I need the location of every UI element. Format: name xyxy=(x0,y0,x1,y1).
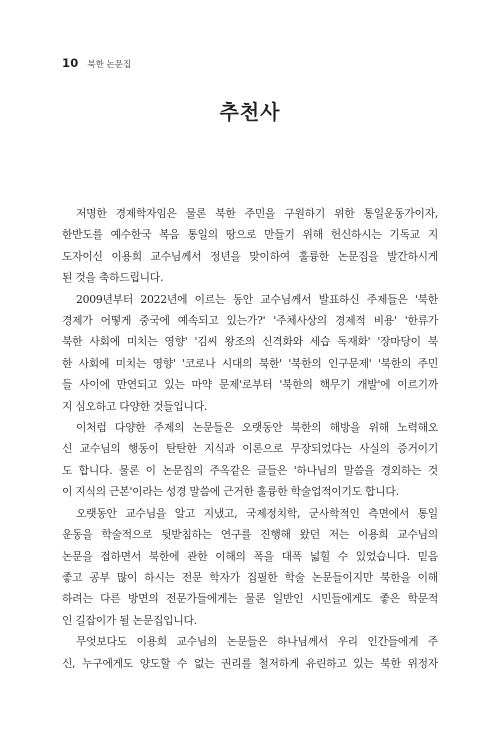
body-paragraph xyxy=(62,289,438,417)
text-line: 된 것을 축하드립니다. xyxy=(62,271,164,285)
running-head xyxy=(62,56,131,70)
text-line: 지 심오하고 다양한 것들입니다. xyxy=(62,399,208,413)
text-line: 논문을 접하면서 북한에 관한 이해의 폭을 대폭 넓힐 수 있었습니다. 믿음 xyxy=(62,549,438,563)
text-line: 도 합니다. 물론 이 논문집의 주옥같은 글들은 '하나님의 말씀을 경외하는 것 xyxy=(62,463,438,477)
text-line: 좋고 공부 많이 하시는 전문 학자가 집필한 학술 논문들이지만 북한을 이해 xyxy=(62,570,438,584)
text-line: 북한 사회에 미치는 영향' '김씨 왕조의 신격화와 세습 독재화' '장마당이 북 xyxy=(62,335,438,349)
book-title: 북한 논문집 xyxy=(87,60,132,70)
text-line: 신, 누구에게도 양도할 수 없는 권리를 철저하게 유린하고 있는 북한 위정자 xyxy=(62,656,438,670)
body-text xyxy=(62,203,438,674)
text-line: 2009년부터 2022년에 이르는 동안 교수님께서 발표하신 주제들은 '북한 xyxy=(76,292,438,306)
text-line: 한반도를 예수한국 복음 통일의 땅으로 만들기 위해 헌신하시는 기독교 지 xyxy=(62,228,438,242)
text-line: 이처럼 다양한 주제의 논문들은 오랫동안 북한의 해방을 위해 노력해오 xyxy=(76,421,438,435)
text-line: 한 사회에 미치는 영향' '코로나 시대의 북한' '북한의 인구문제' '북한의 주민 xyxy=(62,356,438,370)
page-number: 10 xyxy=(62,56,79,70)
body-paragraph xyxy=(62,203,438,289)
text-line: 인 길잡이가 될 논문집입니다. xyxy=(62,613,197,627)
text-line: 경제가 어떻게 중국에 예속되고 있는가?' '주체사상의 경제적 비용' '한류가 xyxy=(62,314,438,328)
text-line: 들 사이에 만연되고 있는 마약 문제'로부터 '북한의 핵무기 개발'에 이르기까 xyxy=(62,378,438,392)
text-line: 도자이신 이용희 교수님께서 정년을 맞이하여 훌륭한 논문집을 발간하시게 xyxy=(62,249,438,263)
text-line: 운동을 학술적으로 뒷받침하는 연구를 진행해 왔던 저는 이용희 교수님의 xyxy=(62,528,438,542)
text-line: 신 교수님의 행동이 탄탄한 지식과 이론으로 무장되었다는 사실의 증거이기 xyxy=(62,442,438,456)
text-line: 무엇보다도 이용희 교수님의 논문들은 하나님께서 우리 인간들에게 주 xyxy=(76,635,438,649)
text-line: 저명한 경제학자임은 물론 북한 주민을 구원하기 위한 통일운동가이자, xyxy=(76,207,438,220)
body-paragraph xyxy=(62,417,438,503)
body-paragraph xyxy=(62,631,438,674)
text-line: 이 지식의 근본'이라는 성경 말씀에 근거한 훌륭한 학술업적이기도 합니다. xyxy=(62,485,399,499)
chapter-title: 추천사 xyxy=(219,100,281,124)
text-line: 오랫동안 교수님을 알고 지냈고, 국제정치학, 군사학적인 측면에서 통일 xyxy=(76,506,438,520)
body-paragraph xyxy=(62,503,438,631)
text-line: 하려는 다른 방면의 전문가들에게는 물론 일반인 시민들에게도 좋은 학문적 xyxy=(62,592,438,606)
